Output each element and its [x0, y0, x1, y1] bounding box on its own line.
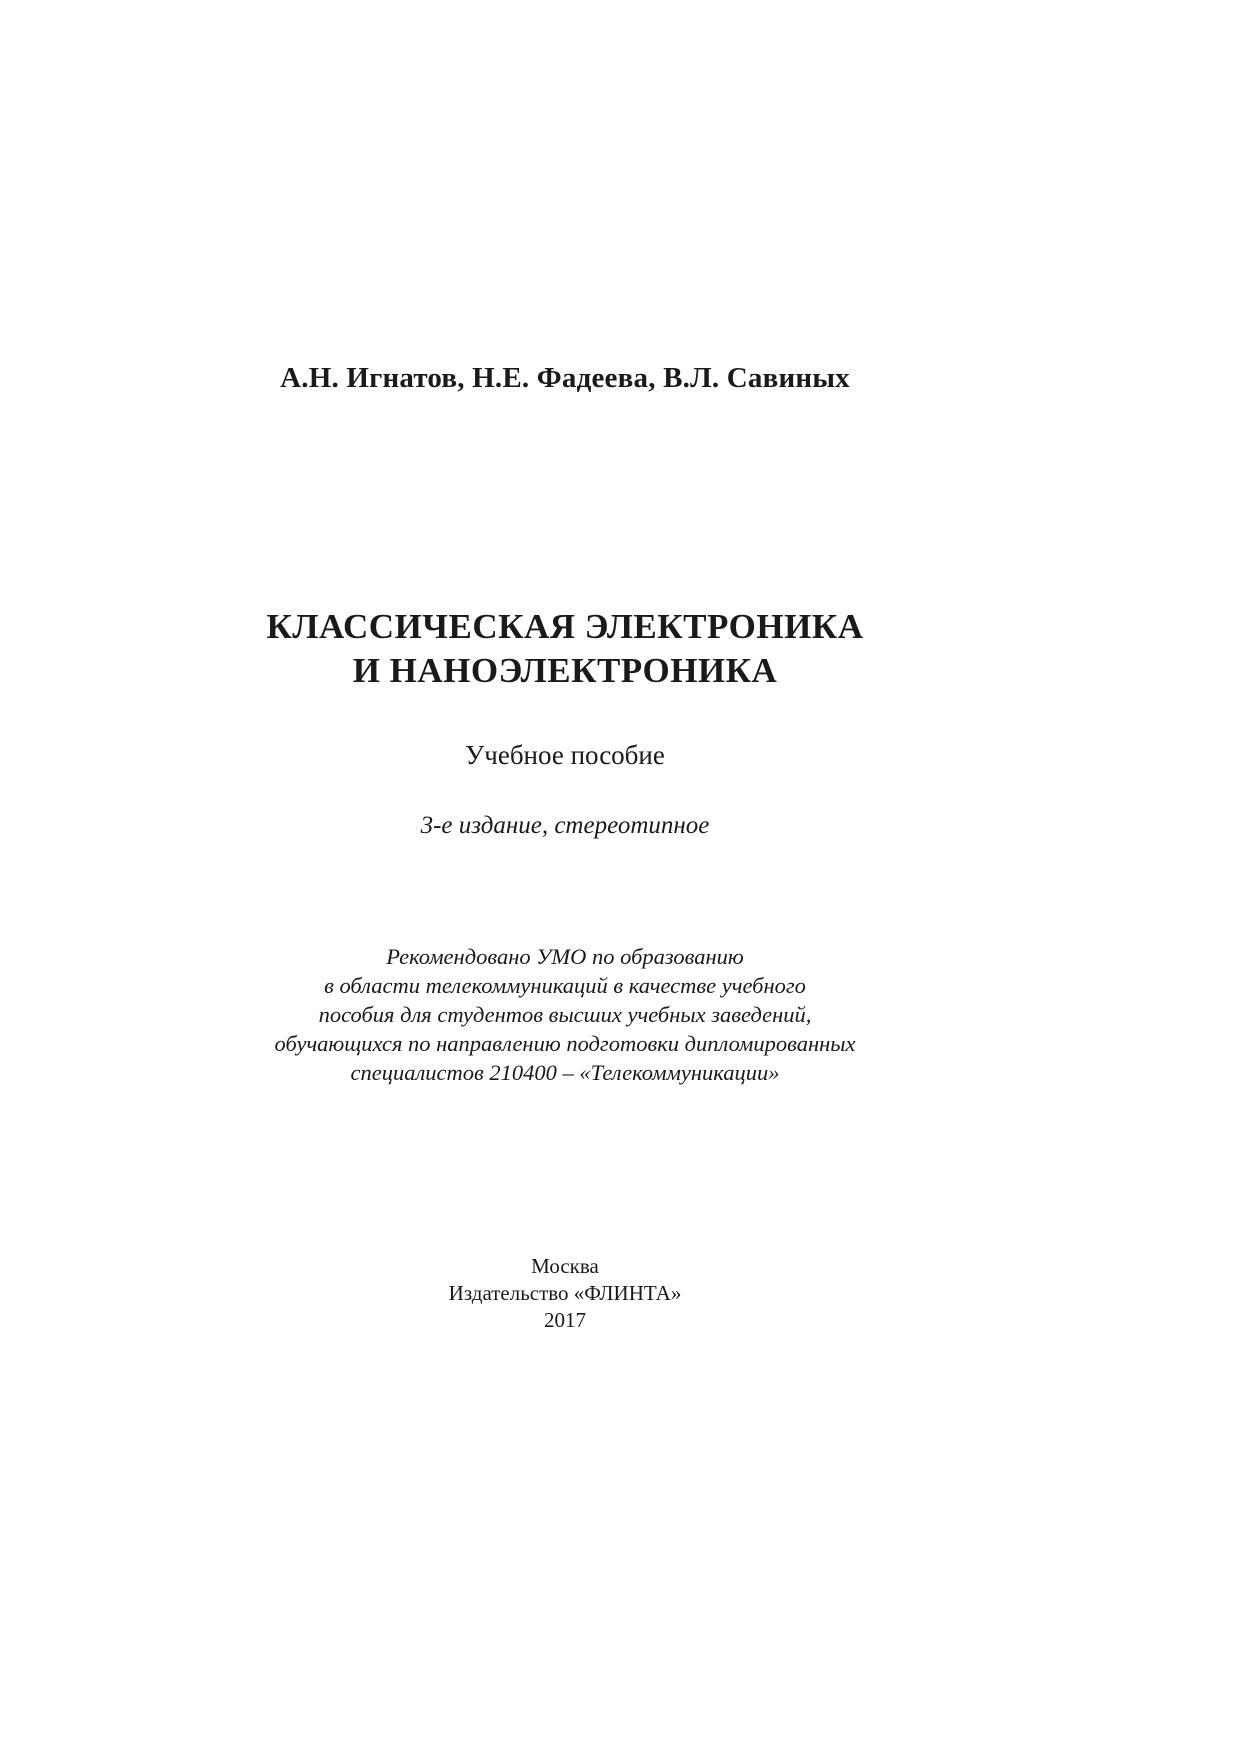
imprint-publisher: Издательство «ФЛИНТА» [448, 1281, 682, 1305]
recommendation-line: специалистов 210400 – «Телекоммуникации» [350, 1060, 780, 1085]
book-title-line-1: КЛАССИЧЕСКАЯ ЭЛЕКТРОНИКА [266, 607, 864, 646]
recommendation-line: Рекомендовано УМО по образованию [386, 944, 744, 969]
book-title-line-2: И НАНОЭЛЕКТРОНИКА [352, 651, 778, 690]
authors-line: А.Н. Игнатов, Н.Е. Фадеева, В.Л. Савиных [280, 362, 850, 394]
book-subtitle: Учебное пособие [465, 740, 665, 770]
book-title [0, 605, 1130, 693]
imprint-year: 2017 [544, 1308, 586, 1332]
recommendation-line: пособия для студентов высших учебных заведений, [318, 1002, 812, 1027]
recommendation-text [0, 942, 1130, 1087]
edition-note: 3-е издание, стереотипное [420, 812, 710, 839]
recommendation-line: обучающихся по направлению подготовки дипломированных [274, 1031, 856, 1056]
imprint-city: Москва [531, 1254, 599, 1278]
recommendation-line: в области телекоммуникаций в качестве учебного [324, 973, 806, 998]
imprint [0, 1253, 1130, 1334]
